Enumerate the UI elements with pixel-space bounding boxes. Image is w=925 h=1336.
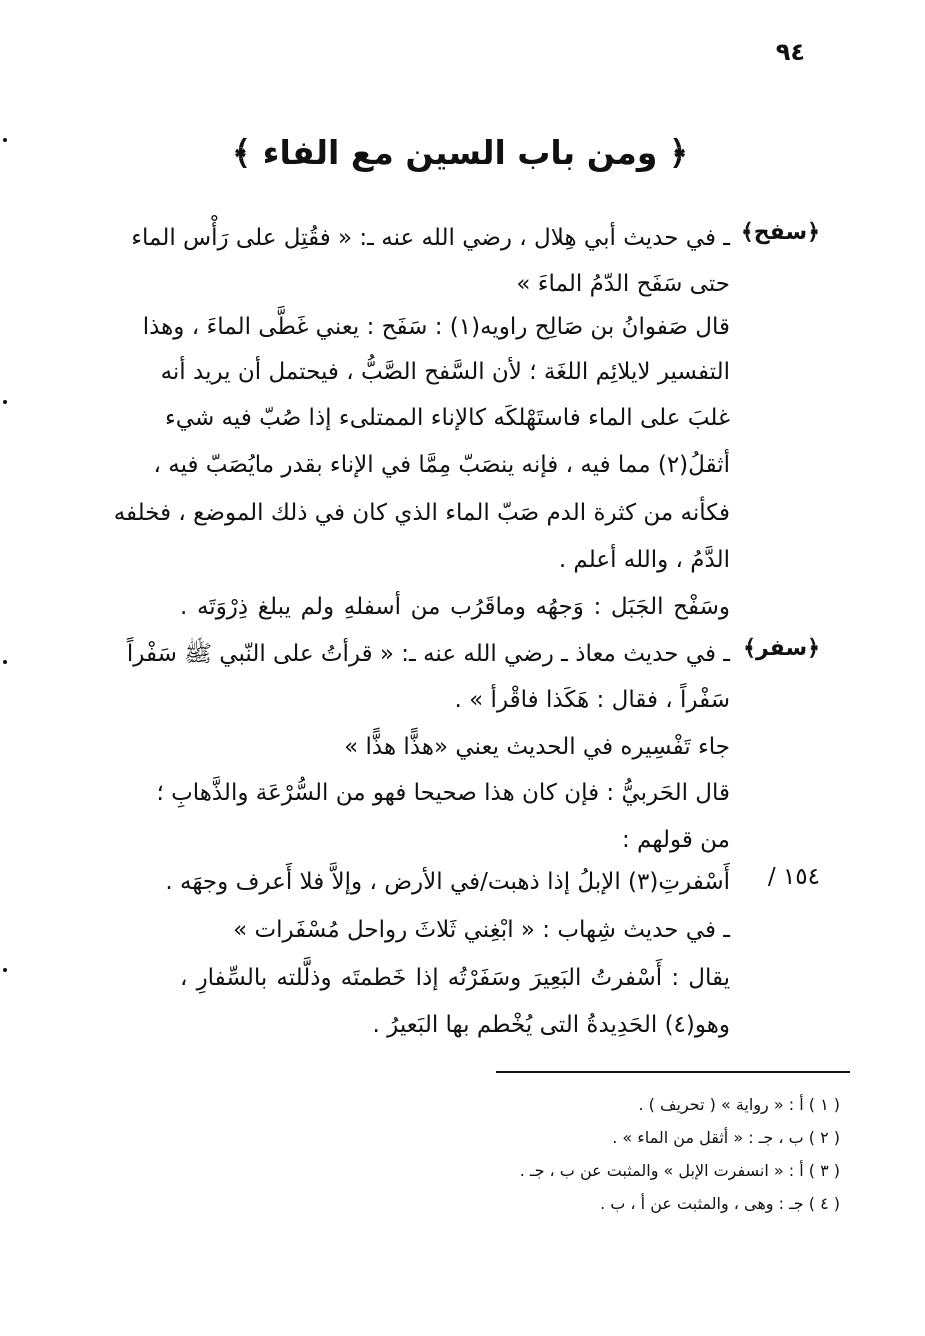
footnote: ( ١ ) أ : « رواية » ( تحريف ) . [638,1095,840,1114]
margin-mark [3,400,7,404]
text-line: سَفْراً ، فقال : هَكَذا فاقْرأ » . [454,687,730,713]
text-line: قال الحَربيُّ : فإن كان هذا صحيحا فهو من السُّرْعَة والذَّهابِ ؛ [156,780,730,806]
margin-mark [3,138,7,142]
text-line: غلبَ على الماء فاستَهْلكَه كالإناء الممتلىء إذا صُبّ فيه شيء [164,405,730,431]
text-line: ـ في حديث شِهاب : « ابْغِني ثَلاثَ رواحل مُسْفَرات » [233,917,730,943]
text-line: من قولهم : [622,827,730,853]
page-number: ٩٤ [775,38,805,66]
entry-keyword-safaha: ﴿سفح﴾ [740,220,820,245]
text-line: فكأنه من كثرة الدم صَبّ الماء الذي كان في ذلك الموضع ، فخلفه [113,500,730,526]
text-line: ـ في حديث أبي هِلال ، رضي الله عنه ـ: « فقُتِل على رَأْس الماء [131,225,730,251]
text-line: أَسْفرتِ(٣) الإبلُ إذا ذهبت/في الأرض ، وإلاَّ فلا أَعرف وجهَه . [165,869,730,895]
entry-keyword-safara: ﴿سفر﴾ [743,636,820,661]
margin-mark [3,968,7,972]
text-line: وهو(٤) الحَدِيدةُ التى يُخْطم بها البَعيرُ . [372,1012,730,1038]
text-line: جاء تَفْسِيره في الحديث يعني «هذًّا هذًّا » [344,734,730,760]
text-line: التفسير لايلائِم اللغَة ؛ لأن السَّفح الصَّبُّ ، فيحتمل أن يريد أنه [160,359,730,385]
text-line: وسَفْح الجَبَل : وَجهُه وماقَرُب من أسفلهِ ولم يبلغ ذِرْوَتَه . [180,594,730,620]
text-line: ـ في حديث معاذ ـ رضي الله عنه ـ: « قرأتُ على النّبي ﷺ سَفْراً [126,641,730,667]
chapter-title: ﴿ ومن باب السين مع الفاء ﴾ [231,133,689,172]
footnote: ( ٣ ) أ : « انسفرت الإبل » والمثبت عن ب ، جـ . [519,1161,840,1180]
footnote: ( ٤ ) جـ : وهى ، والمثبت عن أ ، ب . [600,1194,840,1213]
footnote-divider [496,1071,850,1073]
text-line: يقال : أَسْفرتُ البَعِيرَ وسَفَرْتُه إذا خَطمتَه وذلَّلته بالسِّفارِ ، [180,965,730,991]
text-line: أثقلُ(٢) مما فيه ، فإنه ينصَبّ مِمَّا في الإناء بقدر مايُصَبّ فيه ، [153,452,730,478]
margin-mark [3,660,7,664]
footnote: ( ٢ ) ب ، جـ : « أثقل من الماء » . [612,1128,840,1147]
reference-number: ١٥٤ / [767,864,820,890]
text-line: حتى سَفَح الدّمُ الماءَ » [516,271,730,297]
text-line: الدَّمُ ، والله أعلم . [558,547,730,573]
text-line: قال صَفوانُ بن صَالِح راويه(١) : سَفَح : يعني غَطَّى الماءَ ، وهذا [142,314,730,340]
